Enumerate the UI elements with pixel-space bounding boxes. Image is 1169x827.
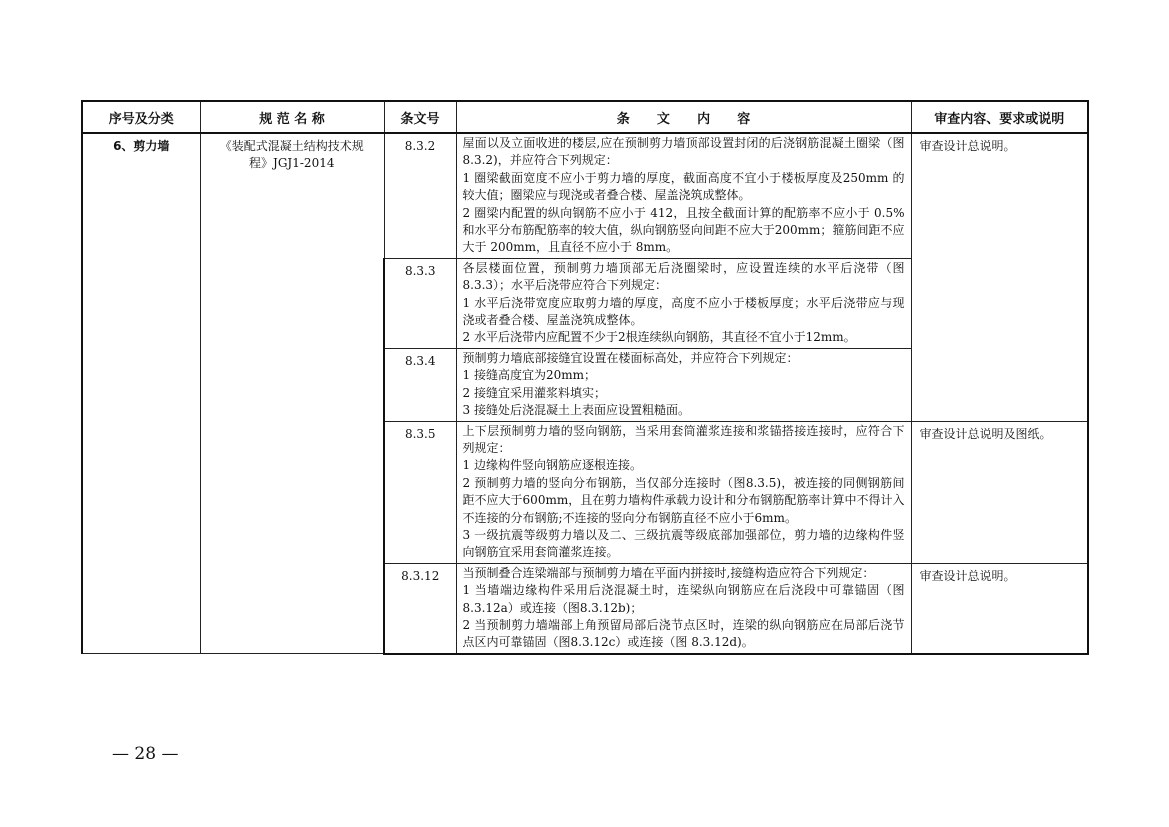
clause-number: 8.3.2 (384, 133, 456, 258)
clause-content (456, 348, 911, 421)
clause-paragraph: 屋面以及立面收进的楼层,应在预制剪力墙顶部设置封闭的后浇钢筋混凝土圈梁（图8.3.2)，并应符合下列规定： (462, 136, 905, 168)
clause-paragraph: 预制剪力墙底部接缝宜设置在楼面标高处，并应符合下列规定： (462, 350, 799, 365)
clause-content (456, 258, 911, 348)
clause-paragraph: 2 水平后浇带内应配置不少于2根连续纵向钢筋，其直径不宜小于12mm。 (462, 330, 856, 345)
clause-number: 8.3.5 (384, 421, 456, 563)
header-standard: 规 范 名 称 (200, 101, 384, 133)
header-content: 条 文 内 容 (456, 101, 911, 133)
clause-content (456, 421, 911, 563)
clause-paragraph: 1 圈梁截面宽度不应小于剪力墙的厚度，截面高度不宜小于楼板厚度及250mm 的较大值；圈梁应与现浇或者叠合楼、屋盖浇筑成整体。 (462, 170, 905, 203)
clause-paragraph: 3 接缝处后浇混凝土上表面应设置粗糙面。 (462, 403, 690, 418)
clause-paragraph: 2 当预制剪力墙端部上角预留局部后浇节点区时，连梁的纵向钢筋应在局部后浇节点区内可靠锚固（图8.3.12c）或连接（图 8.3.12d)。 (462, 617, 905, 650)
clause-paragraph: 各层楼面位置，预制剪力墙顶部无后浇圈梁时，应设置连续的水平后浇带（图8.3.3）；水平后浇带应符合下列规定： (462, 260, 905, 293)
review-table-sheet (81, 100, 1087, 655)
header-clause: 条文号 (384, 101, 456, 133)
clause-paragraph: 1 水平后浇带宽度应取剪力墙的厚度，高度不应小于楼板厚度；水平后浇带应与现浇或者叠合楼、屋盖浇筑成整体。 (462, 295, 905, 328)
review-note-cell: 审查设计总说明。 (911, 133, 1088, 421)
header-category: 序号及分类 (82, 101, 200, 133)
header-review: 审查内容、要求或说明 (911, 101, 1088, 133)
clause-content (456, 133, 911, 258)
clause-paragraph: 当预制叠合连梁端部与预制剪力墙在平面内拼接时,接缝构造应符合下列规定： (462, 565, 875, 580)
clause-paragraph: 2 圈梁内配置的纵向钢筋不应小于 412，且按全截面计算的配筋率不应小于 0.5%和水平分布筋配筋率的较大值，纵向钢筋竖向间距不应大于200mm；箍筋间距不应大于 200mm，且直径不应小于 8mm。 (462, 205, 905, 255)
standard-name-cell: 《装配式混凝土结构技术规程》JGJ1-2014 (200, 133, 384, 654)
clause-paragraph: 1 当墙端边缘构件采用后浇混凝土时，连梁纵向钢筋应在后浇段中可靠锚固（图8.3.12a）或连接（图8.3.12b)； (462, 583, 905, 615)
page-number: — 28 — (112, 744, 179, 764)
table-row (82, 133, 1088, 258)
review-note-cell: 审查设计总说明。 (911, 563, 1088, 654)
clause-number: 8.3.12 (384, 563, 456, 654)
clause-number: 8.3.3 (384, 258, 456, 348)
clause-paragraph: 2 预制剪力墙的竖向分布钢筋，当仅部分连接时（图8.3.5)，被连接的同侧钢筋间距不应大于600mm，且在剪力墙构件承载力设计和分布钢筋配筋率计算中不得计入不连接的分布钢筋;不连接的竖向分布钢筋直径不应小于6mm。 (462, 475, 905, 525)
clause-content (456, 563, 911, 654)
clause-paragraph: 2 接缝宜采用灌浆料填实； (462, 385, 606, 400)
clause-paragraph: 1 边缘构件竖向钢筋应逐根连接。 (462, 458, 642, 473)
clause-paragraph: 3 一级抗震等级剪力墙以及二、三级抗震等级底部加强部位，剪力墙的边缘构件竖向钢筋宜采用套筒灌浆连接。 (462, 527, 905, 560)
clause-paragraph: 1 接缝高度宜为20mm； (462, 368, 596, 383)
clause-paragraph: 上下层预制剪力墙的竖向钢筋，当采用套筒灌浆连接和浆锚搭接连接时，应符合下列规定： (462, 423, 905, 455)
review-table (81, 100, 1089, 655)
clause-number: 8.3.4 (384, 348, 456, 421)
table-header-row (82, 101, 1088, 133)
review-note-cell: 审查设计总说明及图纸。 (911, 421, 1088, 563)
category-cell: 6、剪力墙 (82, 133, 200, 654)
